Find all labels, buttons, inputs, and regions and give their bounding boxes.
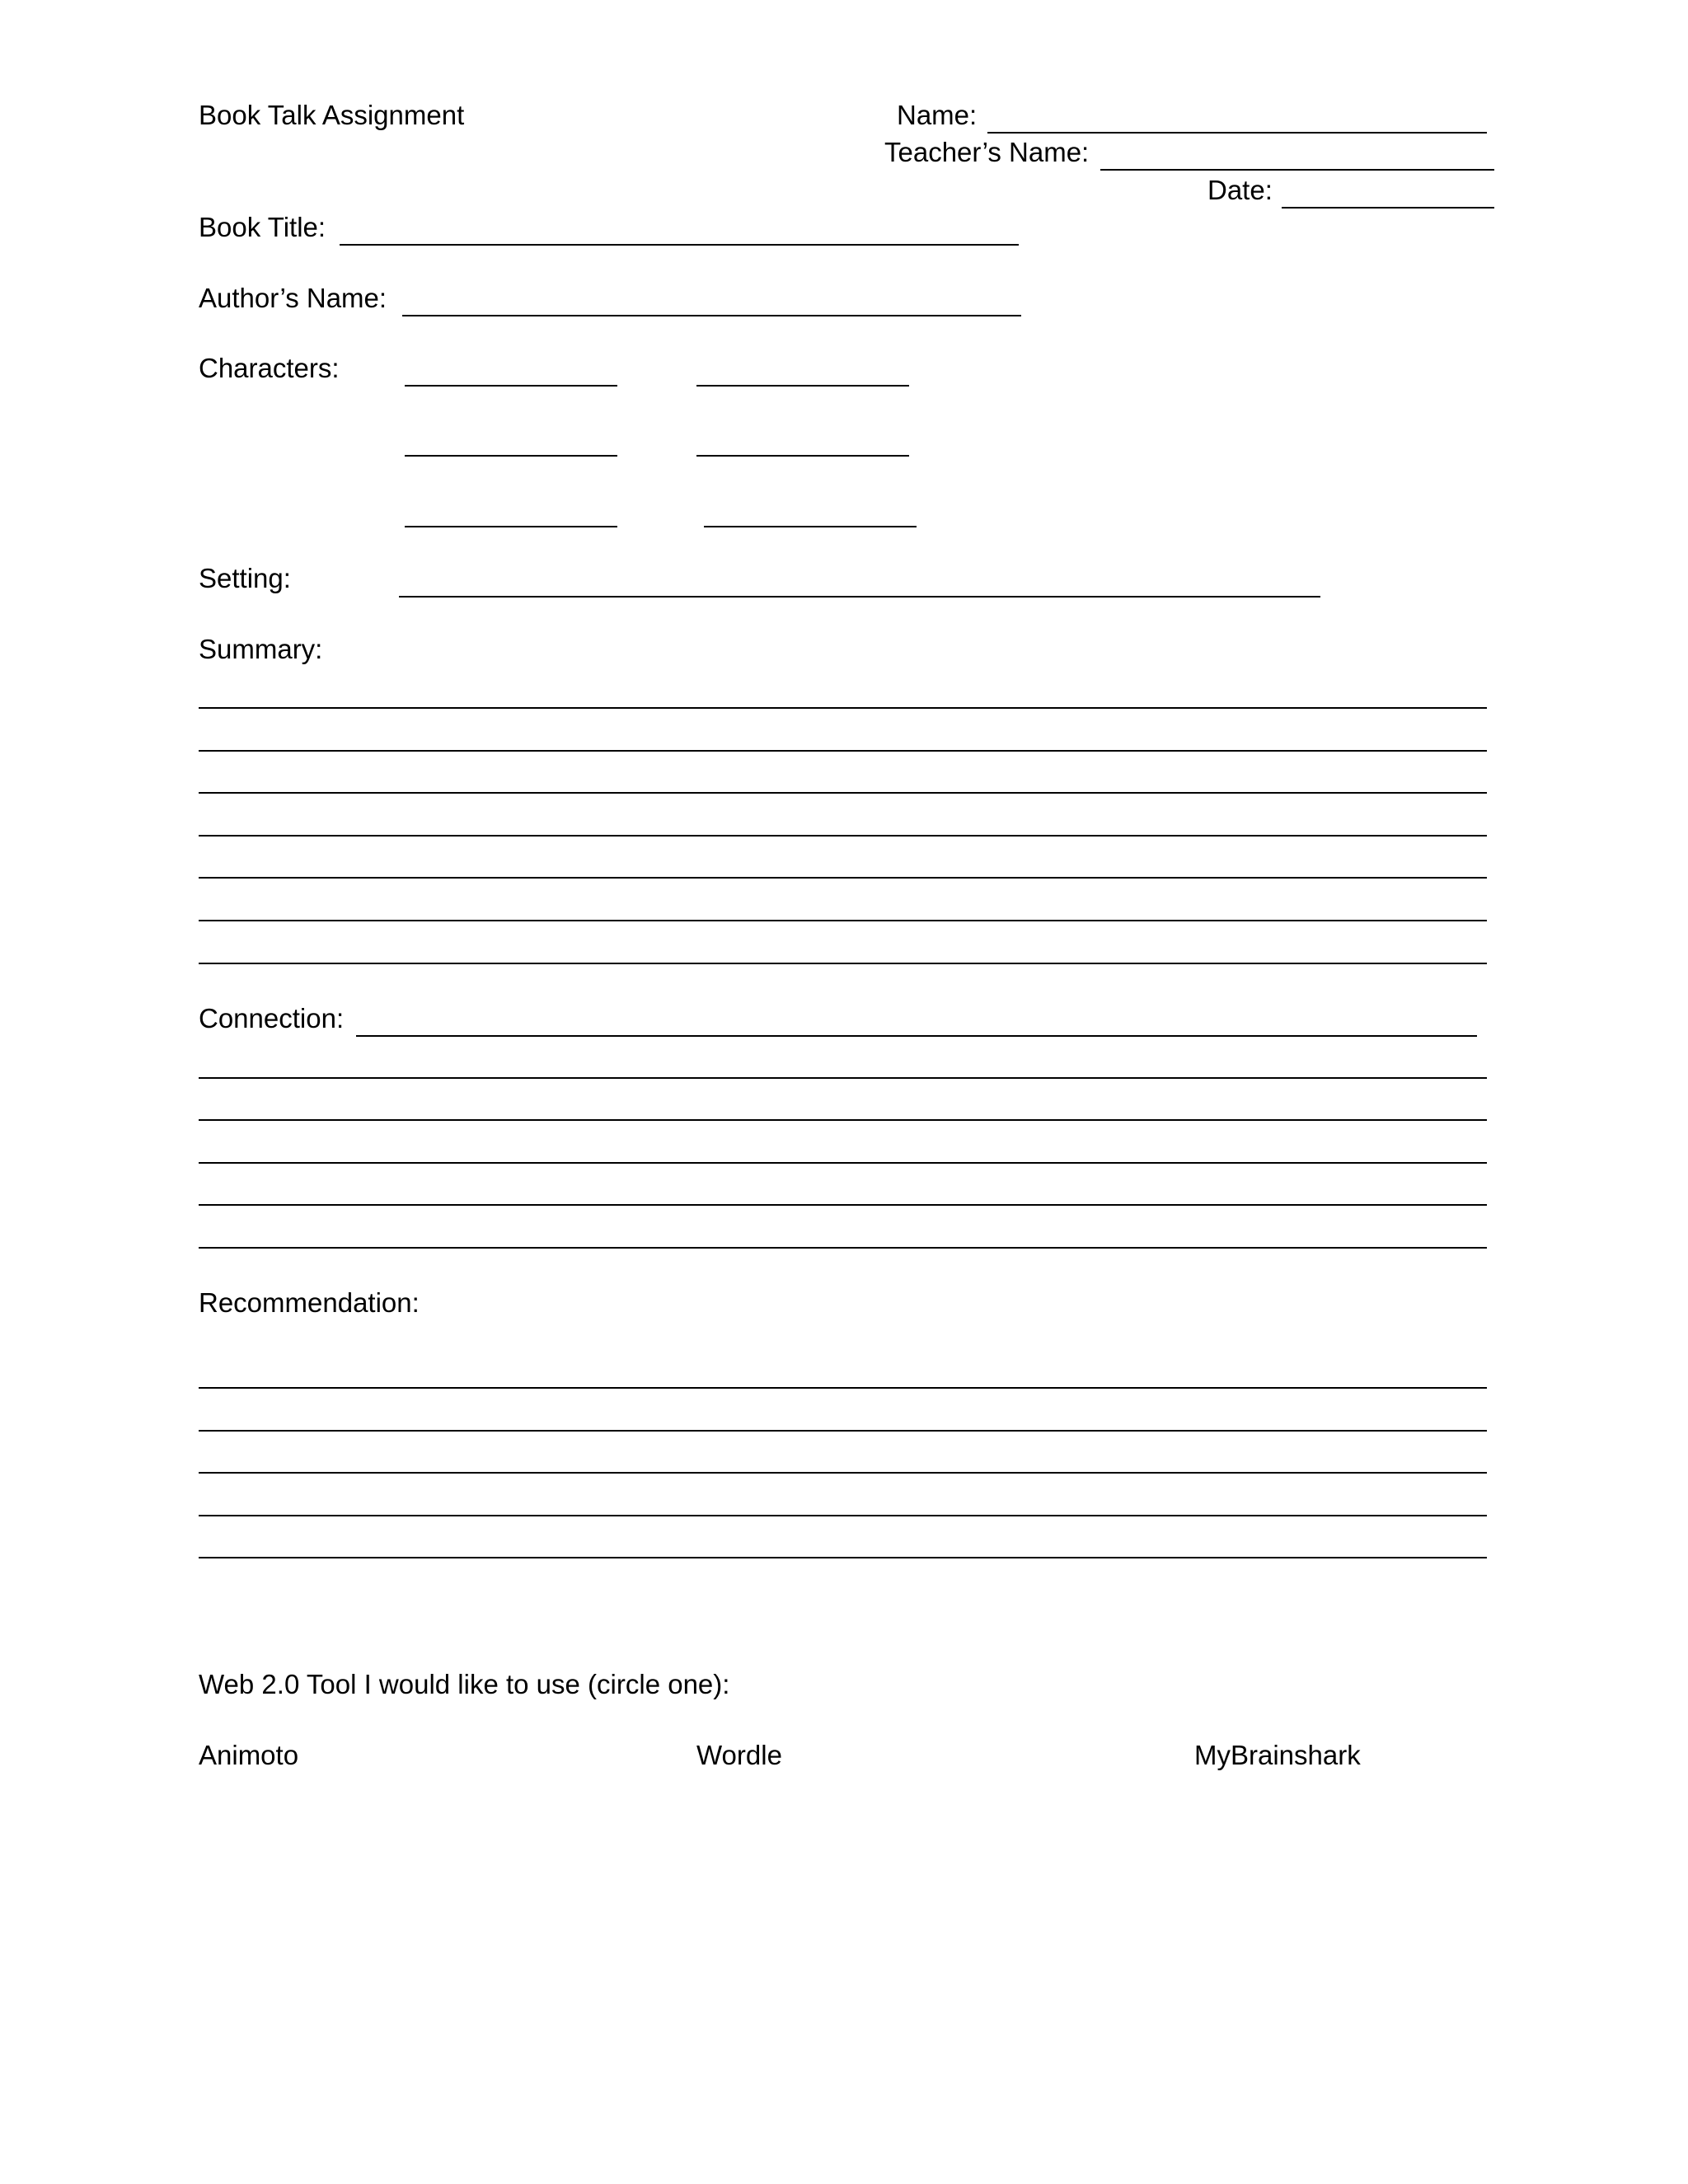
character-field[interactable] bbox=[405, 455, 617, 457]
name-field[interactable] bbox=[987, 132, 1487, 134]
web-tool-prompt: Web 2.0 Tool I would like to use (circle one): bbox=[199, 1669, 730, 1699]
book-title-field[interactable] bbox=[340, 244, 1019, 246]
connection-line[interactable] bbox=[356, 1035, 1477, 1037]
recommendation-line[interactable] bbox=[199, 1430, 1487, 1432]
tool-option-wordle[interactable]: Wordle bbox=[696, 1740, 782, 1770]
summary-label: Summary: bbox=[199, 634, 323, 664]
summary-line[interactable] bbox=[199, 750, 1487, 752]
character-field[interactable] bbox=[704, 526, 917, 527]
connection-line[interactable] bbox=[199, 1077, 1487, 1079]
tool-option-mybrainshark[interactable]: MyBrainshark bbox=[1194, 1740, 1361, 1770]
character-field[interactable] bbox=[405, 526, 617, 527]
connection-label: Connection: bbox=[199, 1003, 345, 1033]
character-field[interactable] bbox=[696, 385, 909, 387]
recommendation-line[interactable] bbox=[199, 1557, 1487, 1558]
summary-line[interactable] bbox=[199, 920, 1487, 921]
recommendation-line[interactable] bbox=[199, 1387, 1487, 1389]
name-label: Name: bbox=[897, 100, 978, 130]
author-name-field[interactable] bbox=[402, 315, 1021, 316]
author-name-label: Author’s Name: bbox=[199, 283, 387, 313]
recommendation-label: Recommendation: bbox=[199, 1287, 420, 1318]
summary-line[interactable] bbox=[199, 963, 1487, 964]
date-field[interactable] bbox=[1282, 207, 1494, 209]
setting-label: Setting: bbox=[199, 563, 291, 593]
date-label: Date: bbox=[1207, 175, 1273, 205]
character-field[interactable] bbox=[405, 385, 617, 387]
summary-line[interactable] bbox=[199, 835, 1487, 837]
connection-line[interactable] bbox=[199, 1162, 1487, 1164]
page-title: Book Talk Assignment bbox=[199, 100, 465, 130]
summary-line[interactable] bbox=[199, 792, 1487, 794]
summary-line[interactable] bbox=[199, 877, 1487, 879]
characters-label: Characters: bbox=[199, 353, 340, 383]
connection-line[interactable] bbox=[199, 1204, 1487, 1206]
book-title-label: Book Title: bbox=[199, 212, 326, 242]
tool-option-animoto[interactable]: Animoto bbox=[199, 1740, 299, 1770]
connection-line[interactable] bbox=[199, 1247, 1487, 1249]
teacher-name-label: Teacher’s Name: bbox=[884, 137, 1090, 167]
summary-line[interactable] bbox=[199, 707, 1487, 709]
teacher-name-field[interactable] bbox=[1100, 169, 1494, 171]
setting-field[interactable] bbox=[399, 596, 1320, 598]
connection-line[interactable] bbox=[199, 1119, 1487, 1121]
recommendation-line[interactable] bbox=[199, 1472, 1487, 1474]
character-field[interactable] bbox=[696, 455, 909, 457]
recommendation-line[interactable] bbox=[199, 1515, 1487, 1516]
